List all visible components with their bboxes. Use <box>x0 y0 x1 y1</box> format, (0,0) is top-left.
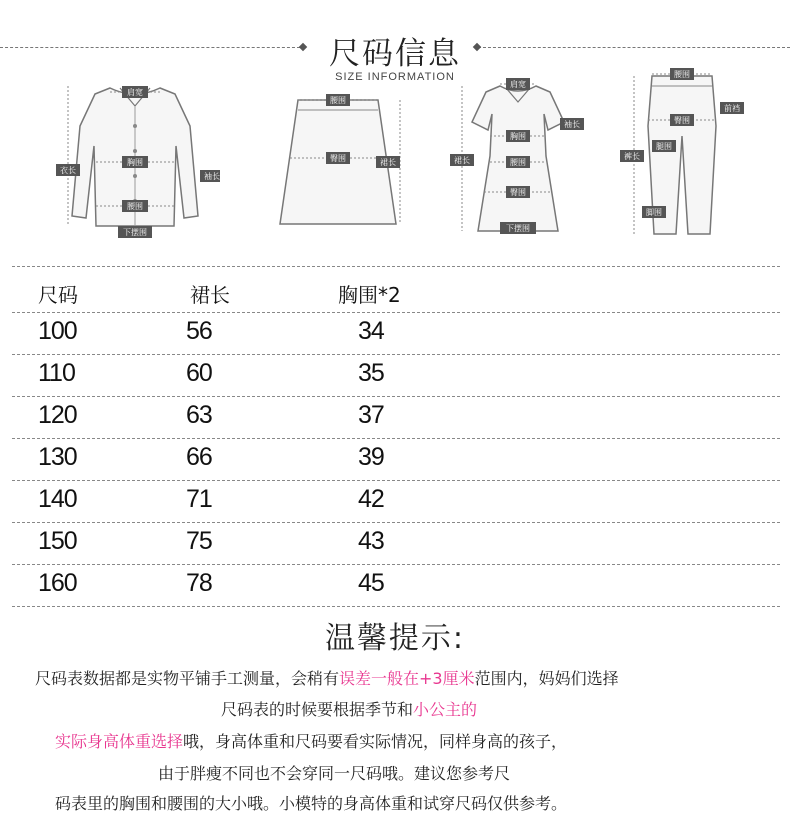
cell-size: 140 <box>38 485 77 513</box>
pants-thigh-tag: 腿围 <box>656 142 672 151</box>
dress-sleeve-tag: 袖长 <box>564 120 580 129</box>
cell-skirt-length: 71 <box>186 485 212 513</box>
cell-skirt-length: 78 <box>186 569 212 597</box>
dress-waist-tag: 腰围 <box>510 158 526 167</box>
dress-shoulder-tag: 肩宽 <box>510 80 526 89</box>
tip-text: 范围内，妈妈们选择 <box>474 669 619 688</box>
pants-length-tag: 裤长 <box>624 152 640 161</box>
pants-leg-opening-tag: 脚围 <box>646 208 662 217</box>
shirt-waist-tag: 腰围 <box>127 202 143 211</box>
tip-highlight: 实际身高体重选择 <box>55 732 184 751</box>
tip-highlight: 小公主的 <box>413 700 478 719</box>
table-divider <box>12 480 780 481</box>
skirt-length-tag: 裙长 <box>380 158 396 167</box>
table-divider <box>12 312 780 313</box>
table-divider <box>12 564 780 565</box>
tip-line-2 <box>221 697 477 720</box>
cell-chest: 43 <box>358 527 384 555</box>
table-divider <box>12 354 780 355</box>
table-divider <box>12 266 780 267</box>
pants-waist-tag: 腰围 <box>674 70 690 79</box>
shirt-sleeve-tag: 袖长 <box>204 172 220 181</box>
cell-chest: 37 <box>358 401 384 429</box>
cell-skirt-length: 63 <box>186 401 212 429</box>
pants-hip-tag: 臀围 <box>674 116 690 125</box>
shirt-chest-tag: 胸围 <box>127 158 143 167</box>
skirt-diagram <box>268 84 408 234</box>
cell-size: 160 <box>38 569 77 597</box>
skirt-waist-tag: 腰围 <box>330 96 346 105</box>
tip-line-4: 由于胖瘦不同也不会穿同一尺码哦。建议您参考尺 <box>158 764 511 783</box>
cell-chest: 34 <box>358 317 384 345</box>
page-title: 尺码信息 <box>329 36 461 72</box>
page-subtitle: SIZE INFORMATION <box>335 71 455 83</box>
dress-length-tag: 裙长 <box>454 156 470 165</box>
cell-skirt-length: 75 <box>186 527 212 555</box>
table-divider <box>12 438 780 439</box>
cell-chest: 35 <box>358 359 384 387</box>
cell-size: 110 <box>38 359 75 387</box>
tips-title: 温馨提示: <box>324 621 466 656</box>
tip-highlight: 误差一般在+3厘米 <box>339 669 475 688</box>
header-chest: 胸围*2 <box>338 283 401 307</box>
dress-diagram <box>448 66 588 246</box>
cell-skirt-length: 56 <box>186 317 212 345</box>
cell-skirt-length: 66 <box>186 443 212 471</box>
cell-size: 150 <box>38 527 77 555</box>
skirt-hip-tag: 臀围 <box>330 154 346 163</box>
dress-hip-tag: 臀围 <box>510 188 526 197</box>
cell-chest: 45 <box>358 569 384 597</box>
pants-diagram <box>612 66 762 246</box>
tip-text: 尺码表的时候要根据季节和 <box>221 700 414 719</box>
cell-chest: 42 <box>358 485 384 513</box>
tip-line-1 <box>35 666 619 689</box>
dress-chest-tag: 胸围 <box>510 132 526 141</box>
header-size: 尺码 <box>38 283 78 307</box>
dress-hem-tag: 下摆围 <box>506 224 530 233</box>
tip-line-3 <box>55 729 567 752</box>
table-divider <box>12 606 780 607</box>
cell-size: 100 <box>38 317 77 345</box>
shirt-shoulder-tag: 肩宽 <box>127 88 143 97</box>
table-divider <box>12 396 780 397</box>
header-skirt-length: 裙长 <box>190 283 230 307</box>
shirt-length-tag: 衣长 <box>60 166 76 175</box>
tip-text: 哦，身高体重和尺码要看实际情况，同样身高的孩子， <box>183 732 568 751</box>
shirt-hem-tag: 下摆围 <box>123 228 147 237</box>
tip-text: 尺码表数据都是实物平铺手工测量，会稍有 <box>35 669 340 688</box>
tip-line-5: 码表里的胸围和腰围的大小哦。小模特的身高体重和试穿尺码仅供参考。 <box>55 794 568 813</box>
cell-chest: 39 <box>358 443 384 471</box>
pants-front-rise-tag: 前裆 <box>724 104 740 113</box>
table-divider <box>12 522 780 523</box>
cell-skirt-length: 60 <box>186 359 212 387</box>
cell-size: 130 <box>38 443 77 471</box>
shirt-diagram <box>50 66 220 246</box>
cell-size: 120 <box>38 401 77 429</box>
